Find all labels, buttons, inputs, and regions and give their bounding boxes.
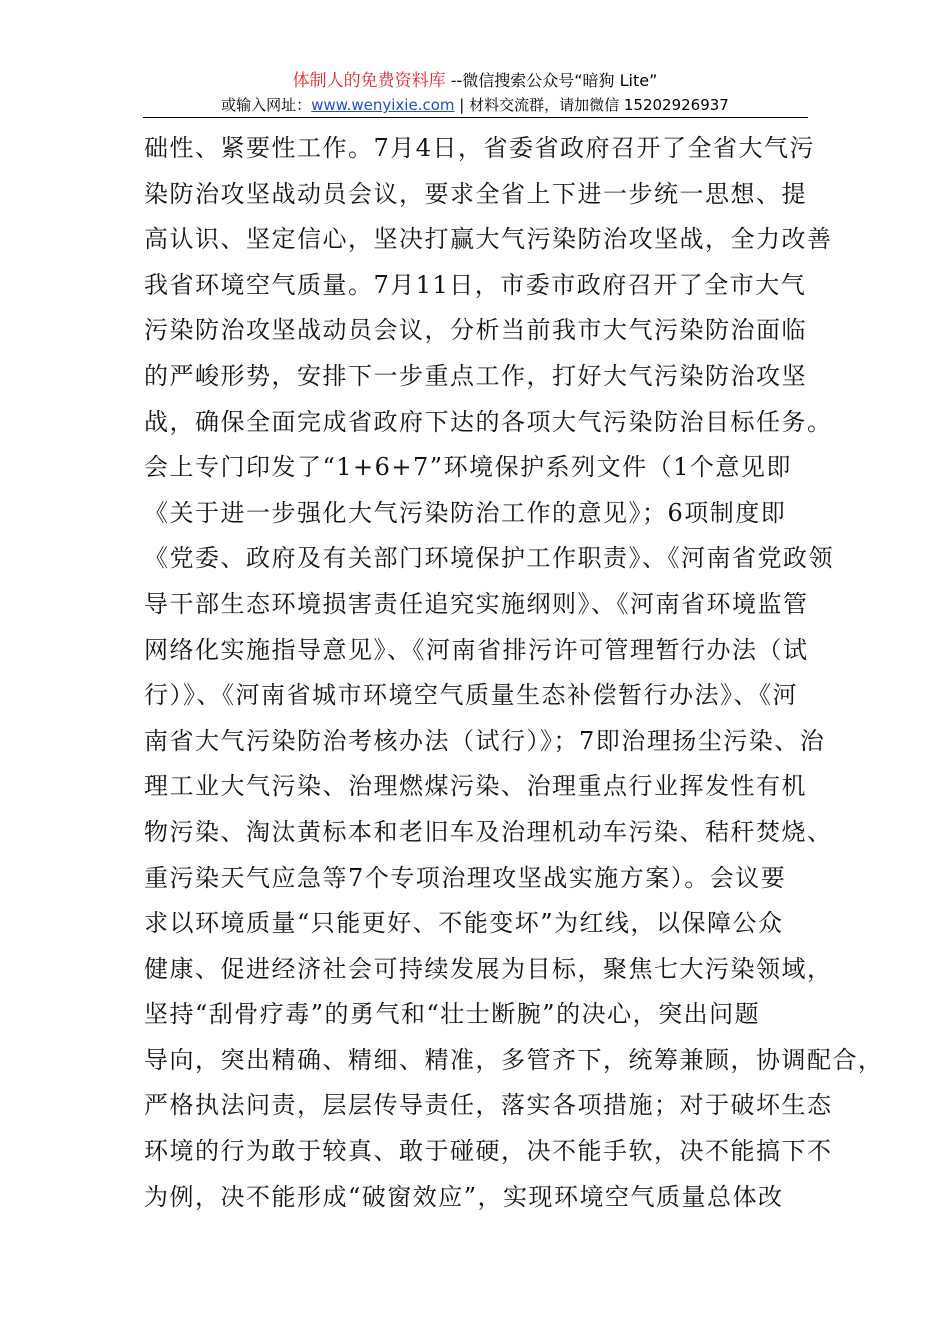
text-line: 南省大气污染防治考核办法（试行）》；7即治理扬尘污染、治 (144, 726, 826, 755)
website-link[interactable]: www.wenyixie.com (311, 96, 455, 114)
text-line: 的严峻形势，安排下一步重点工作，打好大气污染防治攻坚 (144, 361, 807, 390)
text-line: 导干部生态环境损害责任追究实施纲则》、《河南省环境监管 (144, 589, 809, 618)
text-line: 环境的行为敢于较真、敢于碰硬，决不能手软，决不能搞下不 (144, 1137, 833, 1166)
url-prefix: 或输入网址： (221, 96, 312, 114)
text-line: 污染防治攻坚战动员会议，分析当前我市大气污染防治面临 (144, 316, 807, 345)
header-title-line (140, 70, 810, 92)
page-header (140, 70, 810, 116)
text-line: 网络化实施指导意见》、《河南省排污许可管理暂行办法（试 (144, 635, 809, 664)
wechat-tag: --微信搜索公众号“暗狗 Lite” (445, 71, 658, 90)
text-line: 行）》、《河南省城市环境空气质量生态补偿暂行办法》、《河 (144, 681, 798, 710)
header-contact-line (140, 94, 810, 116)
text-line: 《关于进一步强化大气污染防治工作的意见》；6项制度即 (144, 498, 787, 527)
text-line: 高认识、坚定信心，坚决打赢大气污染防治攻坚战，全力改善 (144, 225, 833, 254)
text-line: 染防治攻坚战动员会议，要求全省上下进一步统一思想、提 (144, 179, 807, 208)
brand-name: 体制人的免费资料库 (292, 71, 446, 91)
body-text (144, 126, 884, 1220)
text-line: 重污染天气应急等7个专项治理攻坚战实施方案）。会议要 (144, 863, 787, 892)
header-divider (143, 117, 808, 118)
text-line: 战，确保全面完成省政府下达的各项大气污染防治目标任务。 (144, 407, 833, 436)
text-line: 物污染、淘汰黄标本和老旧车及治理机动车污染、秸秆焚烧、 (144, 817, 833, 846)
text-line: 为例，决不能形成“破窗效应”，实现环境空气质量总体改 (144, 1182, 784, 1211)
text-line: 导向，突出精确、精细、精准，多管齐下，统筹兼顾，协调配合， (144, 1045, 884, 1074)
contact-info: | 材料交流群，请加微信 15202926937 (454, 96, 729, 114)
text-line: 严格执法问责，层层传导责任，落实各项措施；对于破坏生态 (144, 1091, 833, 1120)
text-line: 理工业大气污染、治理燃煤污染、治理重点行业挥发性有机 (144, 772, 807, 801)
text-line: 《党委、政府及有关部门环境保护工作职责》、《河南省党政领 (144, 544, 834, 573)
text-line: 求以环境质量“只能更好、不能变坏”为红线，以保障公众 (144, 909, 784, 938)
text-line: 会上专门印发了“1+6+7”环境保护系列文件（1个意见即 (144, 453, 792, 482)
text-line: 我省环境空气质量。7月11日，市委市政府召开了全市大气 (144, 270, 807, 299)
text-line: 坚持“刮骨疗毒”的勇气和“壮士断腕”的决心，突出问题 (144, 1000, 761, 1029)
text-line: 础性、紧要性工作。7月4日，省委省政府召开了全省大气污 (144, 134, 816, 162)
text-line: 健康、促进经济社会可持续发展为目标，聚焦七大污染领域， (144, 954, 833, 983)
